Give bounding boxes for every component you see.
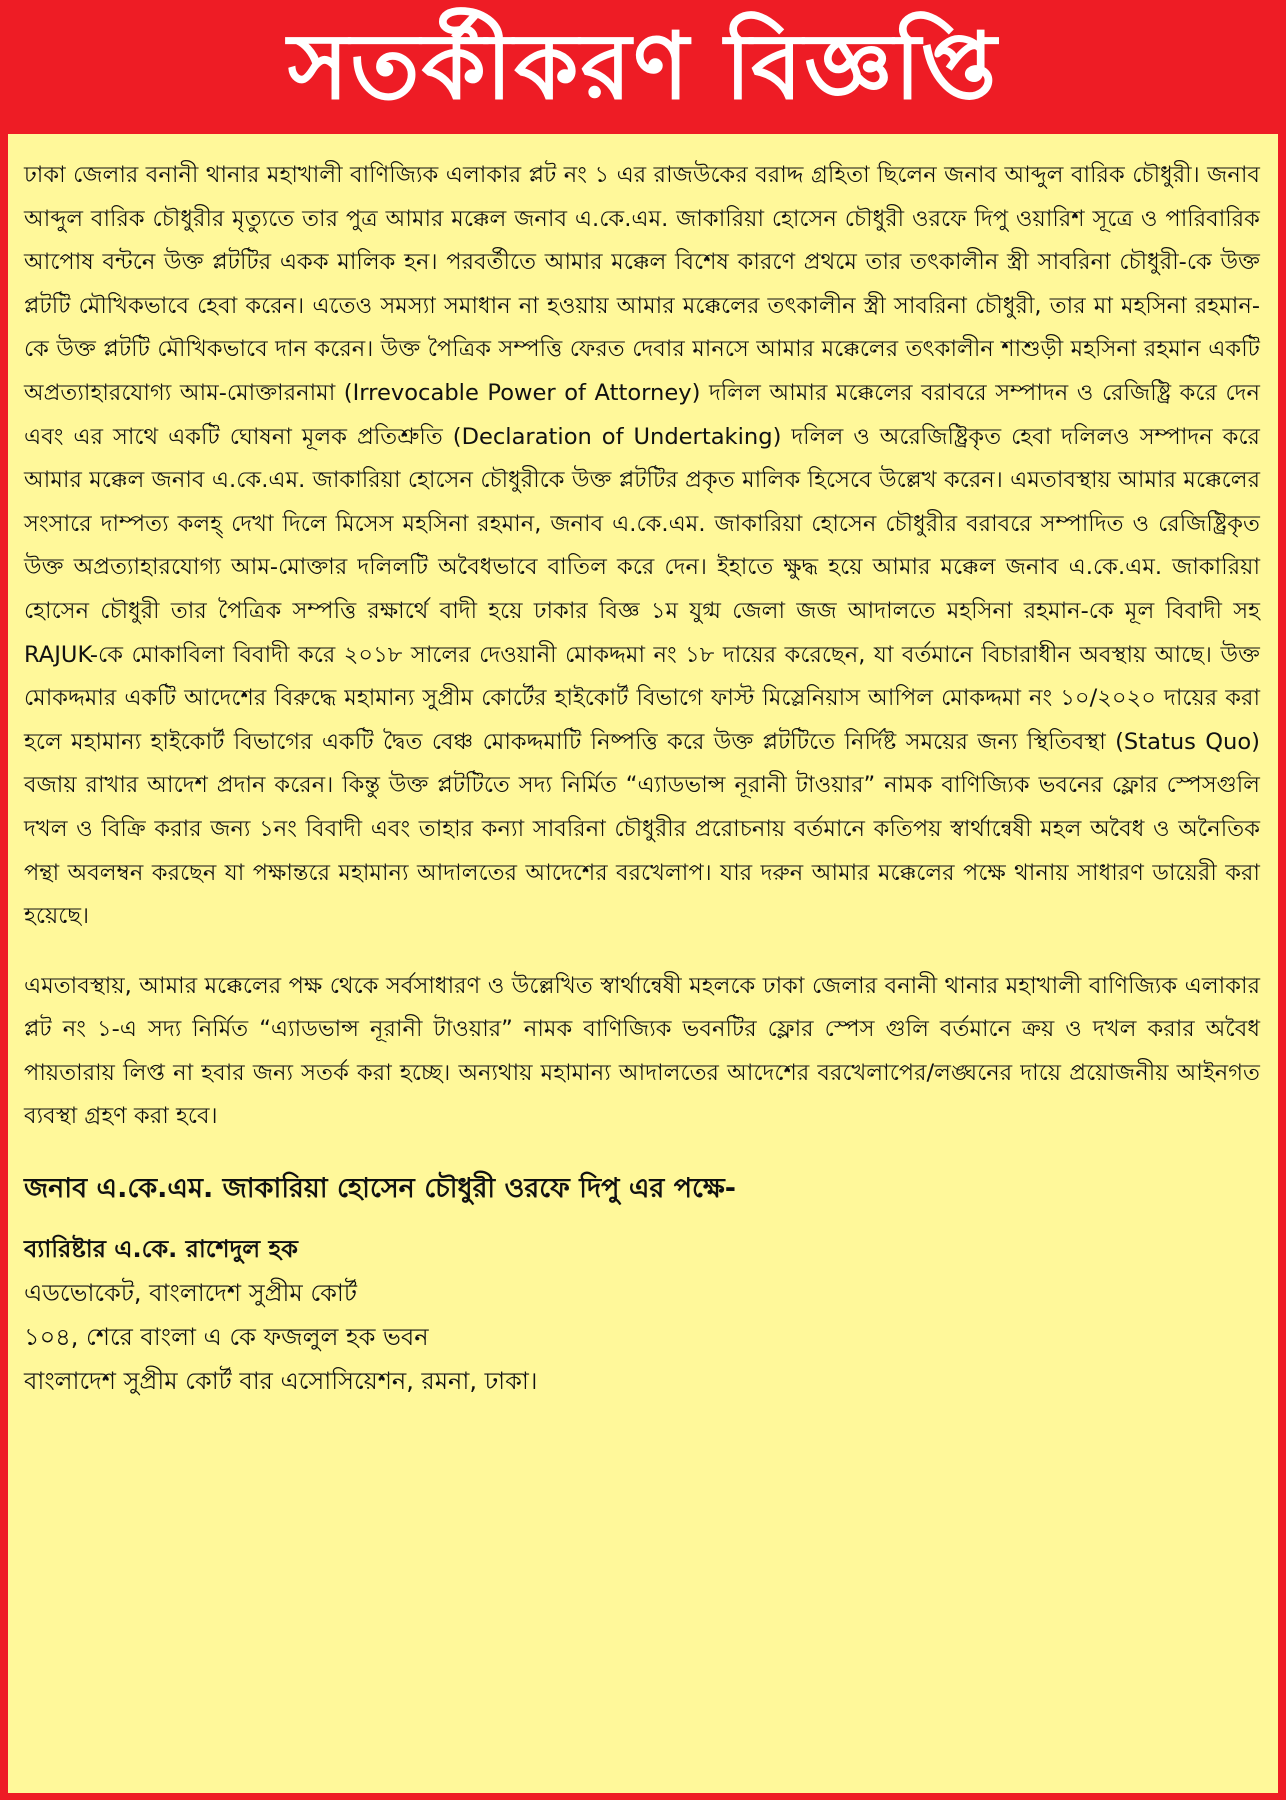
notice-header [0,0,1286,134]
notice-paragraph-2: এমতাবস্থায়, আমার মক্কেলের পক্ষ থেকে সর্বসাধারণ ও উল্লেখিত স্বার্থান্বেষী মহলকে ঢাকা জেলার বনানী থানার মহাখালী বাণিজ্যিক এলাকার প্লট নং ১-এ সদ্য নির্মিত “এ্যাডভান্স নূরানী টাওয়ার” নামক বাণিজ্যিক ভবনটির ফ্লোর স্পেস গুলি বর্তমানে ক্রয় ও দখল করার অবৈধ পায়তারায় লিপ্ত না হবার জন্য সতর্ক করা হচ্ছে। অন্যথায় মহামান্য আদালতের আদেশের বরখেলাপের/লঙ্ঘনের দায়ে প্রয়োজনীয় আইনগত ব্যবস্থা গ্রহণ করা হবে। [24,972,1260,1130]
signatory-designation: এডভোকেট, বাংলাদেশ সুপ্রীম কোর্ট [24,1279,357,1308]
signatory-name: ব্যারিষ্টার এ.কে. রাশেদুল হক [24,1235,298,1264]
signature-block [24,1227,1260,1403]
on-behalf-line: জনাব এ.কে.এম. জাকারিয়া হোসেন চৌধুরী ওরফে দিপু এর পক্ষে- [24,1173,736,1205]
notice-paragraph-1: ঢাকা জেলার বনানী থানার মহাখালী বাণিজ্যিক এলাকার প্লট নং ১ এর রাজউকের বরাদ্দ গ্রহিতা ছিলেন জনাব আব্দুল বারিক চৌধুরী। জনাব আব্দুল বারিক চৌধুরীর মৃত্যুতে তার পুত্র আমার মক্কেল জনাব এ.কে.এম. জাকারিয়া হোসেন চৌধুরী ওরফে দিপু ওয়ারিশ সূত্রে ও পারিবারিক আপোষ বন্টনে উক্ত প্লটটির একক মালিক হন। পরবর্তীতে আমার মক্কেল বিশেষ কারণে প্রথমে তার তৎকালীন স্ত্রী সাবরিনা চৌধুরী-কে উক্ত প্লটটি মৌখিকভাবে হেবা করেন। এতেও সমস্যা সমাধান না হওয়ায় আমার মক্কেলের তৎকালীন স্ত্রী সাবরিনা চৌধুরী, তার মা মহসিনা রহমান-কে উক্ত প্লটটি মৌখিকভাবে দান করেন। উক্ত পৈত্রিক সম্পত্তি ফেরত দেবার মানসে আমার মক্কেলের তৎকালীন শাশুড়ী মহসিনা রহমান একটি অপ্রত্যাহারযোগ্য আম-মোক্তারনামা (Irrevocable Power of Attorney) দলিল আমার মক্কেলের বরাবরে সম্পাদন ও রেজিষ্ট্রি করে দেন এবং এর সাথে একটি ঘোষনা মূলক প্রতিশ্রুতি (Declaration of Undertaking) দলিল ও অরেজিষ্ট্রিকৃত হেবা দলিলও সম্পাদন করে আমার মক্কেল জনাব এ.কে.এম. জাকারিয়া হোসেন চৌধুরীকে উক্ত প্লটটির প্রকৃত মালিক হিসেবে উল্লেখ করেন। এমতাবস্থায় আমার মক্কেলের সংসারে দাম্পত্য কলহ্ দেখা দিলে মিসেস মহসিনা রহমান, জনাব এ.কে.এম. জাকারিয়া হোসেন চৌধুরীর বরাবরে সম্পাদিত ও রেজিষ্ট্রিকৃত উক্ত অপ্রত্যাহারযোগ্য আম-মোক্তার দলিলটি অবৈধভাবে বাতিল করে দেন। ইহাতে ক্ষুদ্ধ হয়ে আমার মক্কেল জনাব এ.কে.এম. জাকারিয়া হোসেন চৌধুরী তার পৈত্রিক সম্পত্তি রক্ষার্থে বাদী হয়ে ঢাকার বিজ্ঞ ১ম যুগ্ম জেলা জজ আদালতে মহসিনা রহমান-কে মূল বিবাদী সহ RAJUK-কে মোকাবিলা বিবাদী করে ২০১৮ সালের দেওয়ানী মোকদ্দমা নং ১৮ দায়ের করেছেন, যা বর্তমানে বিচারাধীন অবস্থায় আছে। উক্ত মোকদ্দমার একটি আদেশের বিরুদ্ধে মহামান্য সুপ্রীম কোর্টের হাইকোর্ট বিভাগে ফাস্ট মিস্লেনিয়াস আপিল মোকদ্দমা নং ১০/২০২০ দায়ের করা হলে মহামান্য হাইকোর্ট বিভাগের একটি দ্বৈত বেঞ্চ মোকদ্দমাটি নিষ্পত্তি করে উক্ত প্লটটিতে নির্দিষ্ট সময়ের জন্য স্থিতিবস্থা (Status Quo) বজায় রাখার আদেশ প্রদান করেন। কিন্তু উক্ত প্লটটিতে সদ্য নির্মিত “এ্যাডভান্স নূরানী টাওয়ার” নামক বাণিজ্যিক ভবনের ফ্লোর স্পেসগুলি দখল ও বিক্রি করার জন্য ১নং বিবাদী এবং তাহার কন্যা সাবরিনা চৌধুরীর প্ররোচনায় বর্তমানে কতিপয় স্বার্থান্বেষী মহল অবৈধ ও অনৈতিক পন্থা অবলম্বন করছেন যা পক্ষান্তরে মহামান্য আদালতের আদেশের বরখেলাপ। যার দরুন আমার মক্কেলের পক্ষে থানায় সাধারণ ডায়েরী করা হয়েছে। [24,162,1260,930]
signatory-address-line-1: ১০৪, শেরে বাংলা এ কে ফজলুল হক ভবন [24,1323,429,1352]
signatory-address-line-2: বাংলাদেশ সুপ্রীম কোর্ট বার এসোসিয়েশন, রমনা, ঢাকা। [24,1367,538,1396]
notice-body [8,134,1278,1793]
notice-title: সতর্কীকরণ বিজ্ঞপ্তি [287,13,999,120]
